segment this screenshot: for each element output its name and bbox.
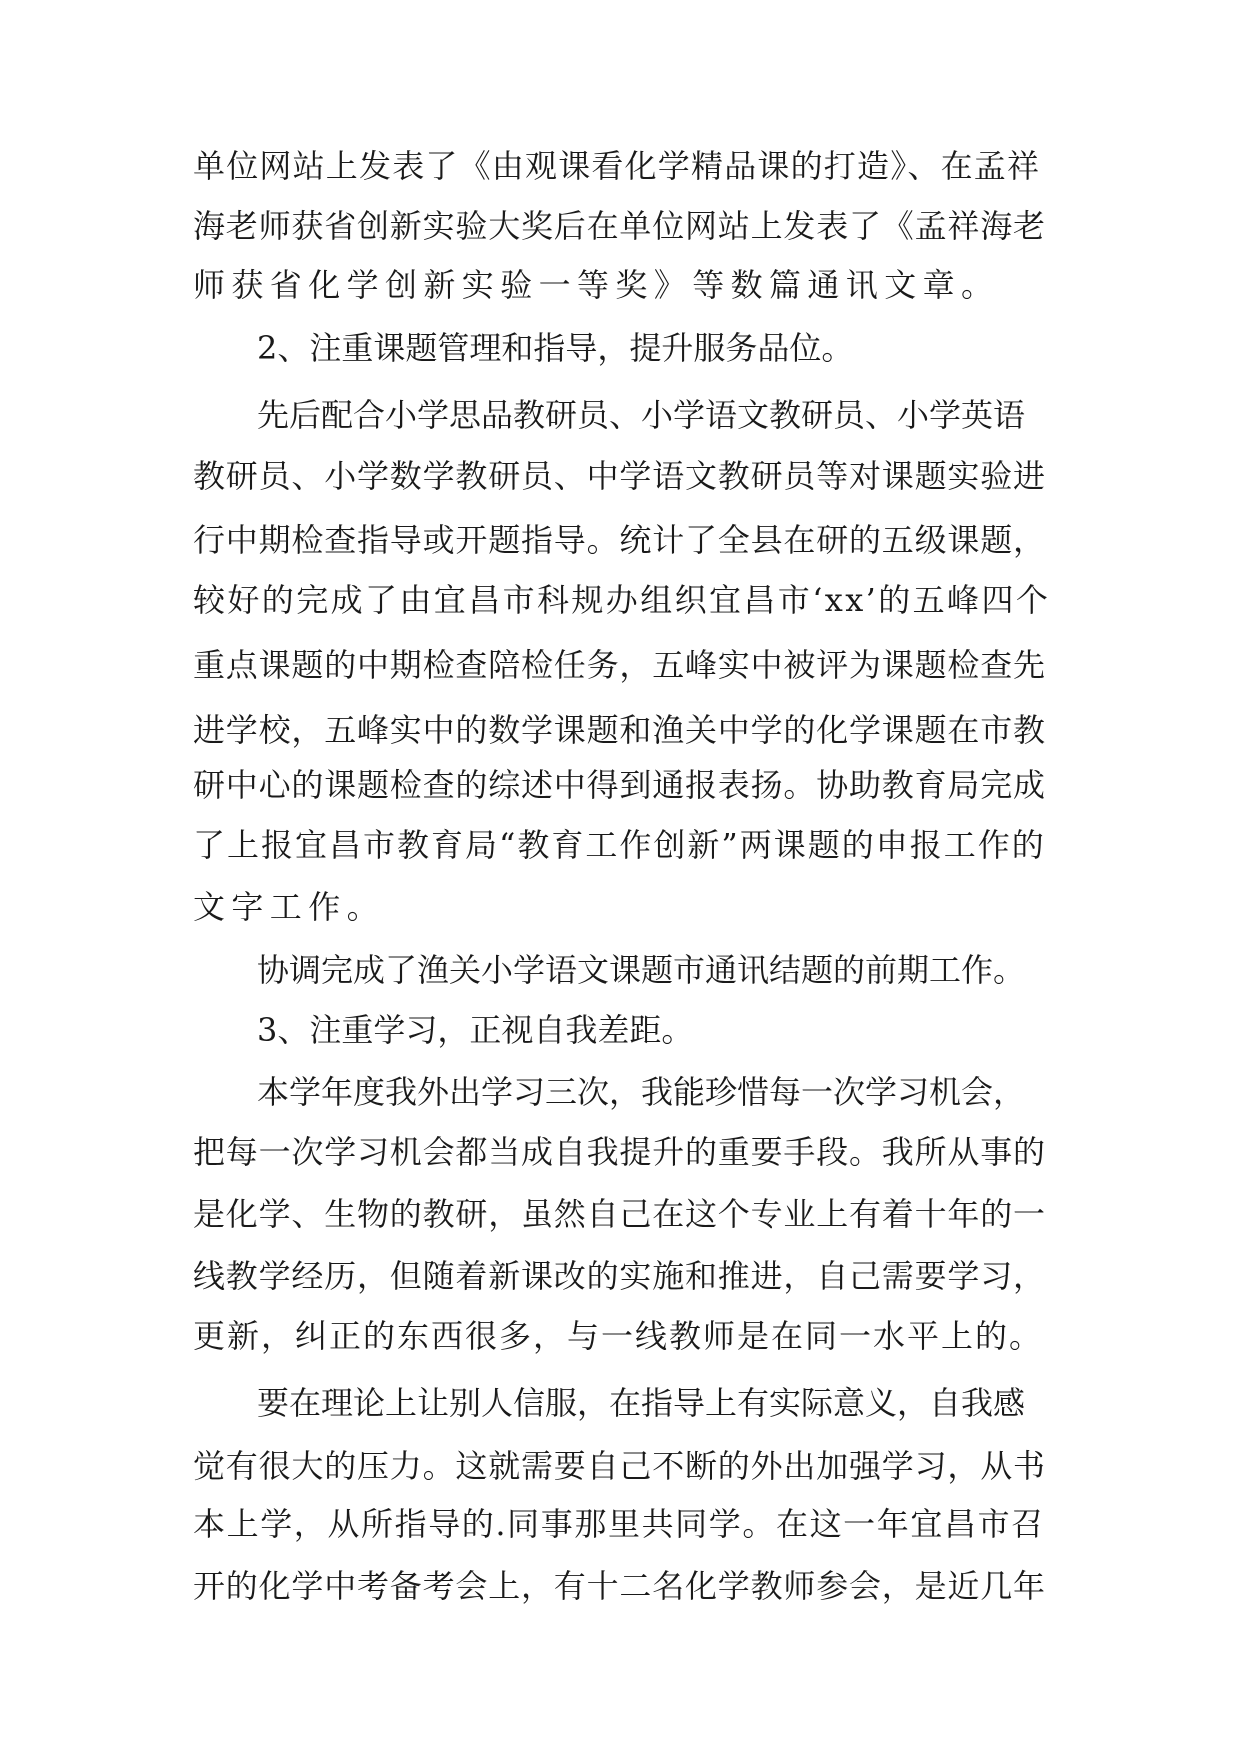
text-line: 本学年度我外出学习三次，我能珍惜每一次学习机会，: [257, 1073, 1026, 1111]
text-line: 先后配合小学思品教研员、小学语文教研员、小学英语: [257, 396, 1026, 434]
text-line: 线教学经历，但随着新课改的实施和推进，自己需要学习，: [193, 1257, 1046, 1295]
text-line: 教研员、小学数学教研员、中学语文教研员等对课题实验进: [193, 457, 1046, 495]
text-line: 研中心的课题检查的综述中得到通报表扬。协助教育局完成: [193, 766, 1046, 804]
text-line: 海老师获省创新实验大奖后在单位网站上发表了《孟祥海老: [193, 207, 1046, 245]
text-line: 觉有很大的压力。这就需要自己不断的外出加强学习，从书: [193, 1447, 1046, 1485]
text-line: 文字工作。: [193, 888, 386, 926]
text-line: 协调完成了渔关小学语文课题市通讯结题的前期工作。: [257, 951, 1026, 989]
text-line: 开的化学中考备考会上，有十二名化学教师参会，是近几年: [193, 1567, 1046, 1605]
text-line: 重点课题的中期检查陪检任务，五峰实中被评为课题检查先: [193, 646, 1046, 684]
text-line: 进学校，五峰实中的数学课题和渔关中学的化学课题在市教: [193, 711, 1046, 749]
text-line: 单位网站上发表了《由观课看化学精品课的打造》、在孟祥: [193, 147, 1041, 185]
text-line: 要在理论上让别人信服，在指导上有实际意义，自我感: [257, 1384, 1026, 1422]
text-line: 师获省化学创新实验一等奖》等数篇通讯文章。: [193, 266, 1000, 304]
text-line: 2、注重课题管理和指导，提升服务品位。: [257, 329, 854, 367]
text-line: 3、注重学习，正视自我差距。: [257, 1011, 694, 1049]
text-line: 较好的完成了由宜昌市科规办组织宜昌市‘xx’的五峰四个: [193, 581, 1051, 619]
text-line: 更新，纠正的东西很多，与一线教师是在同一水平上的。: [193, 1317, 1044, 1355]
text-line: 行中期检查指导或开题指导。统计了全县在研的五级课题，: [193, 521, 1046, 559]
text-line: 是化学、生物的教研，虽然自己在这个专业上有着十年的一: [193, 1195, 1046, 1233]
text-line: 本上学，从所指导的.同事那里共同学。在这一年宜昌市召: [193, 1505, 1045, 1543]
text-line: 了上报宜昌市教育局“教育工作创新”两课题的申报工作的: [193, 826, 1046, 864]
text-line: 把每一次学习机会都当成自我提升的重要手段。我所从事的: [193, 1133, 1046, 1171]
